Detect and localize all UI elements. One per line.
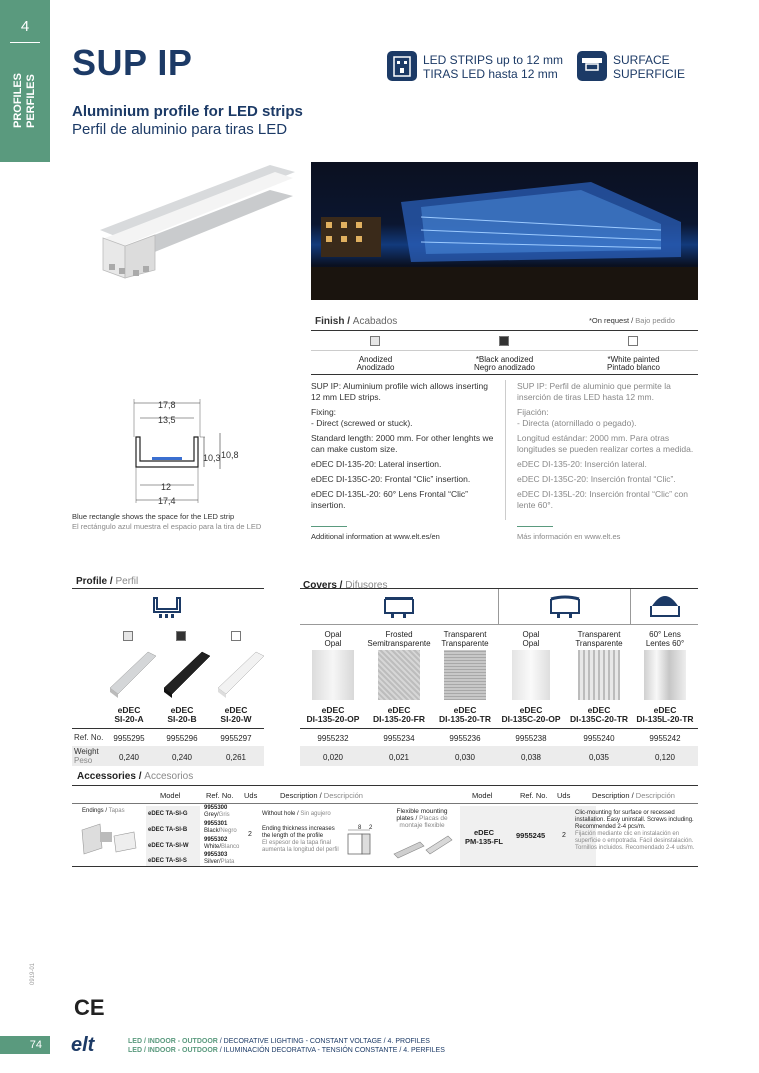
ending-1-color-es: Gris (218, 812, 230, 818)
finish-title-es: Acabados (352, 316, 398, 327)
cover-1-en: Opal (324, 630, 342, 639)
profile-a-weight: 0,240 (118, 753, 140, 762)
ce-mark: CE (74, 995, 105, 1020)
cover-3-es: Transparente (441, 639, 489, 648)
accessories-title-en: Accessories / (77, 771, 142, 782)
cover-1-m2: DI-135-20-OP (306, 714, 360, 724)
profile-w-ref: 9955297 (220, 734, 252, 743)
profile-b-m1: eDEC (170, 705, 194, 715)
dim-inner-top: 13,5 (158, 415, 176, 425)
footer-line1-bold: LED / INDOOR - OUTDOOR (128, 1038, 218, 1045)
dim-total-bottom: 17,4 (158, 496, 176, 506)
cover-4-weight: 0,038 (520, 753, 542, 762)
end-dim-1: 8 (358, 825, 362, 831)
dim-height-inner: 10,3 (203, 453, 221, 463)
acc-h-model: Model (160, 791, 181, 800)
endings-en: Endings / (82, 808, 108, 814)
accessories-title (77, 771, 193, 782)
swatch-white (628, 336, 638, 346)
profile-title-es: Perfil (115, 576, 139, 587)
end-desc1-es: Sin agujero (300, 811, 331, 817)
ending-2-color-es: Negro (220, 828, 237, 834)
chapter-label (12, 73, 38, 128)
plates-en: Flexible mounting plates / (396, 808, 448, 822)
cover-3-m1: eDEC (453, 705, 477, 715)
finish-white-es: Pintado blanco (607, 363, 660, 372)
on-request-en: *On request / (589, 316, 634, 325)
chapter-label-en: PROFILES (12, 72, 24, 128)
covers-shape-row (300, 588, 698, 625)
page-title: SUP IP (72, 42, 193, 83)
cover-2-m2: DI-135-20-FR (373, 714, 425, 724)
dim-height-total: 10,8 (221, 450, 239, 460)
description-es (517, 381, 697, 515)
more-info-link-es[interactable]: Más información en www.elt.es (517, 532, 621, 541)
finish-black (440, 335, 569, 375)
chapter-divider (10, 42, 40, 43)
ending-1-color-en: Grey/ (204, 812, 219, 818)
plates-uds: 2 (562, 832, 566, 839)
badge2-es: SUPERFICIE (613, 67, 686, 81)
profile-section-title (76, 576, 138, 587)
desc-es-p1: SUP IP: Perfil de aluminio que permite la inserción de tiras LED hasta 12 mm. (517, 381, 671, 402)
cover-6-weight: 0,120 (654, 753, 676, 762)
doc-code: 0919-01 (30, 962, 36, 985)
profile-a-m2: SI-20-A (114, 714, 144, 724)
desc-es-p5: eDEC DI-135C-20: Inserción frontal “Clic”. (517, 474, 676, 484)
acc-h-uds: Uds (244, 791, 258, 800)
cover-1-weight: 0,020 (322, 753, 344, 762)
accessories-header (72, 786, 698, 803)
desc-divider (505, 380, 506, 520)
cover-1-es: Opal (324, 639, 342, 648)
badge-surface (577, 51, 697, 81)
endings-es: Tapas (108, 808, 125, 814)
acc-h-ref: Ref. No. (206, 791, 234, 800)
profile-b-m2: SI-20-B (167, 714, 197, 724)
finish-title (315, 316, 397, 327)
footer-line2-bold: LED / INDOOR - OUTDOOR (128, 1047, 218, 1054)
cover-2-es: Semitransparente (367, 639, 431, 648)
finish-rule (311, 330, 698, 331)
acc-h-desc-es-2: Descripción (635, 791, 675, 800)
end-desc2-en: Ending thickness increases the length of the profile (262, 826, 335, 839)
surface-mount-icon (577, 51, 607, 81)
desc-en-p6: eDEC DI-135L-20: 60° Lens Frontal “Clic” insertion. (311, 489, 468, 510)
cover-1-m1: eDEC (321, 705, 345, 715)
profile-b-ref: 9955296 (166, 734, 198, 743)
caption-en: Blue rectangle shows the space for the LED strip (72, 512, 235, 521)
ending-2-model: eDEC TA-SI-B (148, 827, 188, 833)
profile-w-m1: eDEC (224, 705, 248, 715)
on-request-note (589, 316, 675, 325)
finish-rule-3 (311, 374, 698, 375)
subtitle-es: Perfil de aluminio para tiras LED (72, 121, 288, 138)
cover-6-ref: 9955242 (649, 734, 681, 743)
weight-label-en: Weight (74, 747, 99, 756)
end-desc2-es: El espesor de la tapa final aumenta la longitud del perfil (262, 840, 339, 853)
weight-label-es: Peso (74, 756, 93, 765)
chapter-number: 4 (20, 18, 30, 35)
profile-w-weight: 0,261 (225, 753, 247, 762)
covers-table-rule (300, 728, 698, 729)
profile-a-ref: 9955295 (113, 734, 145, 743)
cover-lateral-icon (382, 595, 416, 624)
acc-h-desc-en: Description / (280, 791, 322, 800)
profile-items (108, 630, 264, 710)
ending-3-ref: 9955302 (204, 837, 228, 843)
profile-title-en: Profile / (76, 576, 113, 587)
cover-5-photo (578, 650, 620, 700)
footer-line2: / ILUMINACIÓN DECORATIVA - TENSIÓN CONSTANTE / 4. PERFILES (219, 1047, 445, 1054)
dim-inner-bottom: 12 (161, 482, 172, 492)
finish-anodized (311, 335, 440, 375)
plates-ref: 9955245 (516, 831, 546, 840)
covers-title-en: Covers / (303, 580, 343, 591)
end-desc1-en: Without hole / (262, 811, 299, 817)
desc-es-p3: Longitud estándar: 2000 mm. Para otras longitudes se pueden realizar cortes a medida. (517, 433, 694, 454)
ending-1-ref: 9955300 (204, 805, 228, 811)
page-number-tab (0, 1036, 50, 1054)
profile-shape-icon (150, 594, 184, 625)
accessories-title-es: Accesorios (144, 771, 194, 782)
cover-clic-icon (548, 595, 582, 624)
cross-section-drawing (100, 397, 245, 507)
acc-h-uds-2: Uds (557, 791, 571, 800)
cover-2-photo (378, 650, 420, 700)
ref-label: Ref. No. (74, 733, 104, 742)
desc-en-p2b: - Direct (screwed or stuck). (311, 418, 413, 428)
desc-es-p4: eDEC DI-135-20: Inserción lateral. (517, 459, 647, 469)
profile-b-weight: 0,240 (171, 753, 193, 762)
ending-2-ref: 9955301 (204, 821, 228, 827)
cover-3-ref: 9955236 (449, 734, 481, 743)
desc-es-p2b: - Directa (atornillado o pegado). (517, 418, 637, 428)
cover-1-photo (312, 650, 354, 700)
on-request-es: Bajo pedido (635, 316, 675, 325)
profile-photo (95, 160, 300, 290)
cover-3-m2: DI-135-20-TR (439, 714, 491, 724)
plates-model-1: eDEC (473, 828, 494, 837)
cover-6-m1: eDEC (653, 705, 677, 715)
ending-4-color-es: Plata (220, 859, 235, 865)
badge2-en: SURFACE (613, 53, 670, 67)
finish-title-en: Finish / (315, 316, 350, 327)
footer-line1: / DECORATIVE LIGHTING - CONSTANT VOLTAGE / 4. PROFILES (219, 1038, 430, 1045)
ending-3-model: eDEC TA-SI-W (148, 843, 189, 849)
more-info-link-en[interactable]: Additional information at www.elt.es/en (311, 532, 440, 541)
subtitle-en: Aluminium profile for LED strips (72, 103, 303, 120)
cover-4-en: Opal (522, 630, 540, 639)
badge-led-strips (387, 51, 567, 81)
cover-5-m1: eDEC (587, 705, 611, 715)
finish-white-en: *White painted (607, 355, 660, 364)
profile-table-rule (72, 728, 264, 729)
cover-2-weight: 0,021 (388, 753, 410, 762)
desc-es-p6: eDEC DI-135L-20: Inserción frontal “Clic” con lente 60°. (517, 489, 689, 510)
end-dim-2: 2 (369, 825, 373, 831)
cover-3-en: Transparent (443, 630, 487, 639)
covers-section-title (300, 580, 388, 591)
plates-model-2: PM-135-FL (465, 837, 503, 846)
caption-es: El rectángulo azul muestra el espacio para la tira de LED (72, 522, 262, 531)
desc-en-p3: Standard length: 2000 mm. For other lenghts we can make custom size. (311, 433, 494, 454)
cover-6-en: 60° Lens (649, 630, 681, 639)
finish-white (569, 335, 698, 375)
page-number: 74 (29, 1039, 42, 1051)
profile-swatch-anodized (123, 631, 133, 641)
cover-lens-icon (648, 592, 682, 625)
cover-5-m2: DI-135C-20-TR (569, 714, 629, 724)
page-subtitle (72, 103, 303, 139)
profile-swatch-black (176, 631, 186, 641)
cover-5-ref: 9955240 (583, 734, 615, 743)
mounting-plate-photo (390, 832, 456, 867)
accessories-rule-bottom (72, 866, 698, 867)
endings-uds: 2 (248, 831, 252, 838)
ending-4-model: eDEC TA-SI-S (148, 858, 187, 864)
cover-4-m2: DI-135C-20-OP (501, 714, 561, 724)
cover-5-weight: 0,035 (588, 753, 610, 762)
footer-breadcrumb (128, 1037, 445, 1055)
cover-4-m1: eDEC (519, 705, 543, 715)
cover-6-es: Lentes 60° (645, 639, 685, 648)
cover-3-photo (444, 650, 486, 700)
plates-desc-en: Clic-mounting for surface or recessed installation. Easy uninstall. Screws including. Recommended 2-4 pcs/m. (575, 810, 694, 830)
led-strip-icon (387, 51, 417, 81)
desc-en-p5: eDEC DI-135C-20: Frontal “Clic” insertion. (311, 474, 471, 484)
cover-6-photo (644, 650, 686, 700)
cover-5-en: Transparent (577, 630, 621, 639)
chapter-tab (0, 0, 50, 162)
ending-1-model: eDEC TA-SI-G (148, 811, 188, 817)
acc-h-desc-es: Descripción (323, 791, 363, 800)
badge1-en: LED STRIPS up to 12 mm (423, 53, 564, 67)
cover-2-ref: 9955234 (383, 734, 415, 743)
ending-4-ref: 9955303 (204, 852, 228, 858)
more-info-rule-es (517, 526, 553, 527)
ending-3-color-en: White/ (204, 844, 222, 850)
badge1-es: TIRAS LED hasta 12 mm (423, 67, 558, 81)
profile-title-rule (72, 588, 264, 589)
finish-anodized-en: Anodized (358, 355, 393, 364)
finish-anodized-es: Anodizado (356, 363, 395, 372)
cover-1-ref: 9955232 (317, 734, 349, 743)
ending-3-color-es: Blanco (221, 844, 240, 850)
elt-logo: elt (71, 1034, 95, 1056)
accessories-body (72, 804, 698, 866)
installation-photo (311, 162, 698, 300)
swatch-anodized (370, 336, 380, 346)
profile-swatch-white (231, 631, 241, 641)
dim-total-top: 17,8 (158, 400, 176, 410)
covers-title-es: Difusores (345, 580, 388, 591)
chapter-label-es: PERFILES (25, 74, 37, 128)
profile-a-m1: eDEC (117, 705, 141, 715)
cover-4-ref: 9955238 (515, 734, 547, 743)
cover-3-weight: 0,030 (454, 753, 476, 762)
drawing-caption (72, 512, 302, 532)
more-info-rule-en (311, 526, 347, 527)
plates-desc-es: Fijación mediante clic en instalación en superficie o empotrada. Fácil desinstalación. Tornillos incluidos. Recomendado 2-4 uds/m. (575, 831, 695, 851)
ending-2-color-en: Black/ (204, 828, 221, 834)
description-en (311, 381, 496, 515)
endcap-photo (78, 820, 140, 863)
cover-5-es: Transparente (575, 639, 623, 648)
cover-2-en: Frosted (385, 630, 413, 639)
swatch-black (499, 336, 509, 346)
covers-divider-2 (630, 589, 631, 625)
weight-label (74, 747, 99, 765)
cover-4-photo (512, 650, 550, 700)
ending-4-color-en: Silver/ (204, 859, 221, 865)
cover-2-m1: eDEC (387, 705, 411, 715)
desc-en-p1: SUP IP: Aluminium profile wich allows inserting 12 mm LED strips. (311, 381, 488, 402)
finish-black-en: *Black anodized (475, 355, 534, 364)
covers-divider-1 (498, 589, 499, 625)
plates-es: Placas de montaje flexible (399, 815, 448, 829)
cover-6-m2: DI-135L-20-TR (636, 714, 694, 724)
desc-es-p2a: Fijación: (517, 407, 549, 417)
desc-en-p2a: Fixing: (311, 407, 337, 417)
profile-w-m2: SI-20-W (220, 714, 252, 724)
finish-black-es: Negro anodizado (474, 363, 535, 372)
acc-h-desc-en-2: Description / (592, 791, 634, 800)
acc-h-model-2: Model (472, 791, 493, 800)
acc-h-ref-2: Ref. No. (520, 791, 548, 800)
cover-4-es: Opal (522, 639, 540, 648)
finish-options (311, 335, 698, 375)
endcap-dimension-drawing (346, 824, 380, 861)
desc-en-p4: eDEC DI-135-20: Lateral insertion. (311, 459, 442, 469)
